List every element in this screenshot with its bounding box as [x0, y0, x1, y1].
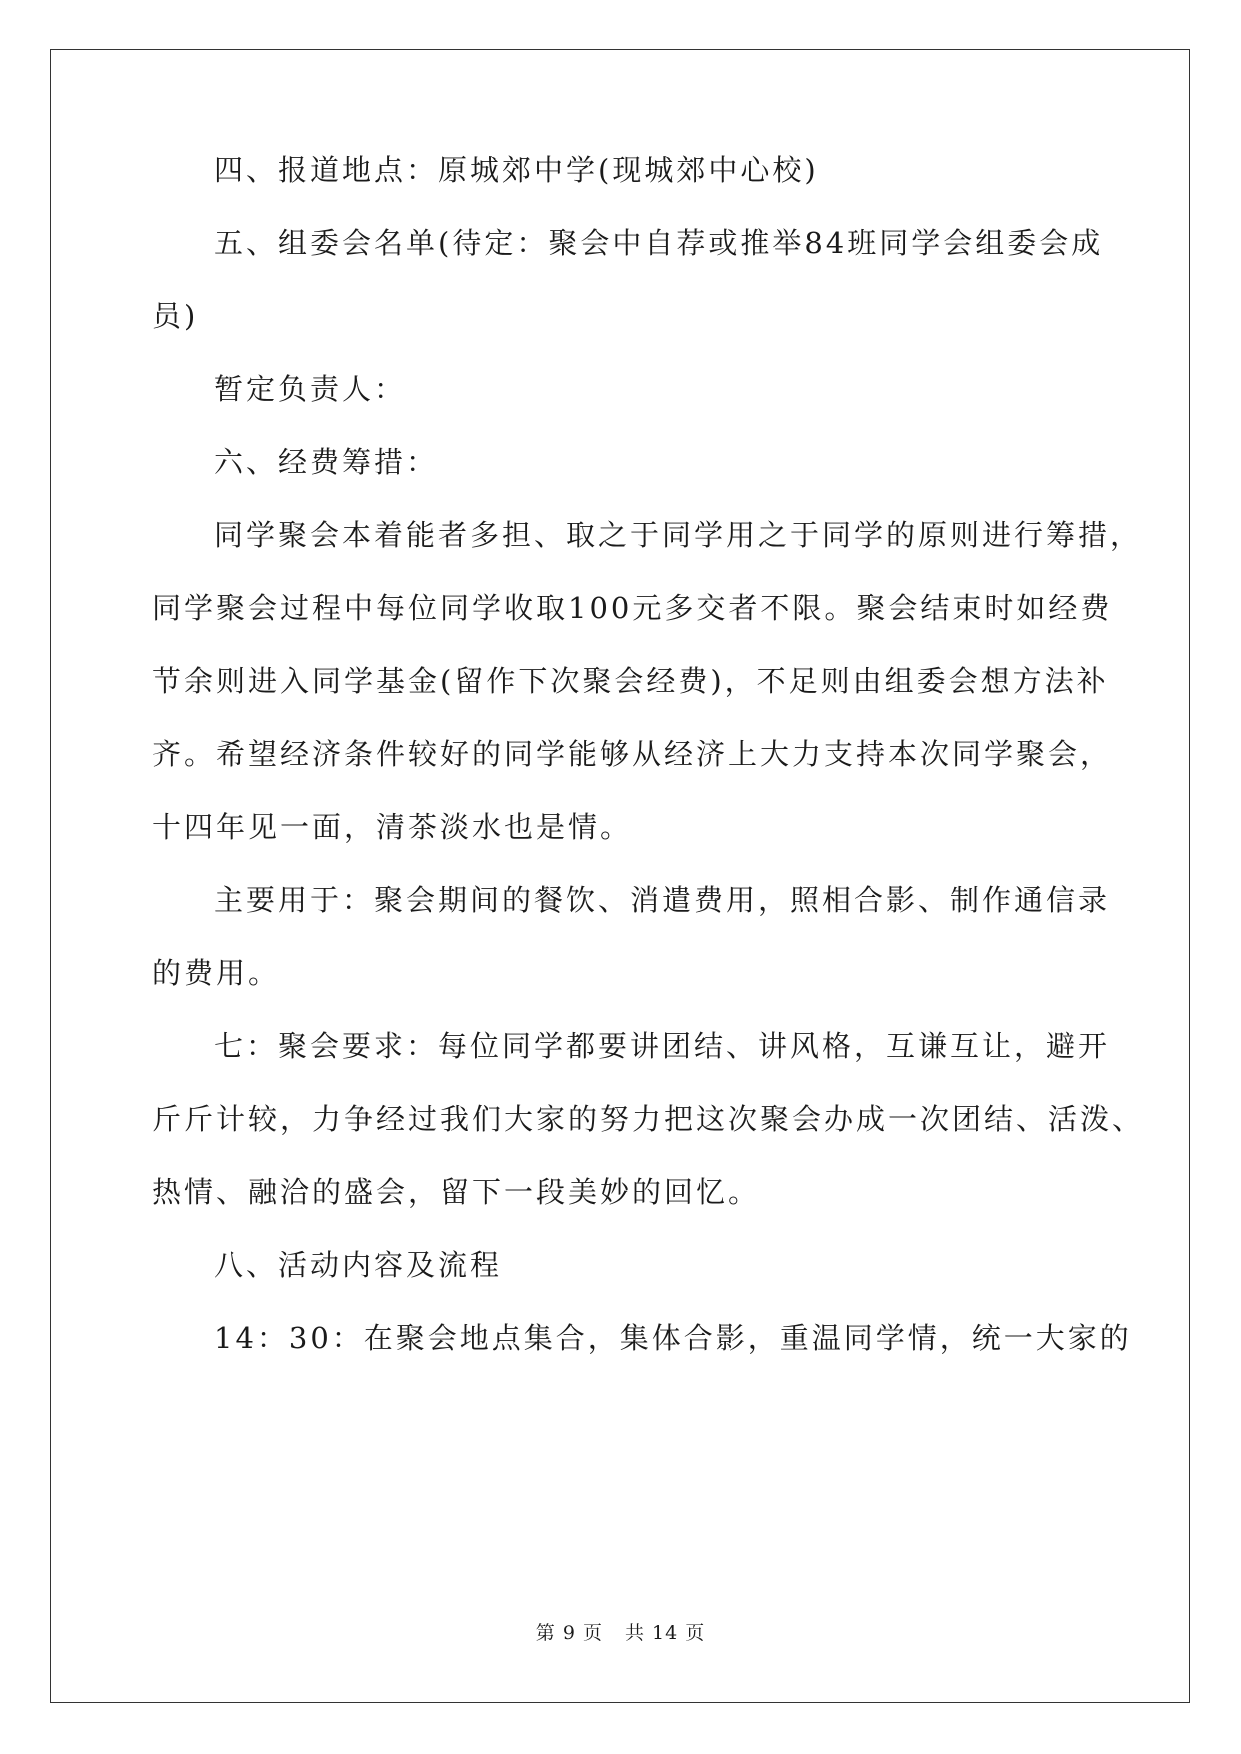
paragraph-line: 齐。希望经济条件较好的同学能够从经济上大力支持本次同学聚会， — [152, 737, 1113, 771]
paragraph-line: 同学聚会本着能者多担、取之于同学用之于同学的原则进行筹措， — [214, 518, 1143, 552]
paragraph-line: 热情、融洽的盛会，留下一段美妙的回忆。 — [152, 1175, 761, 1209]
paragraph-line: 同学聚会过程中每位同学收取100元多交者不限。聚会结束时如经费 — [152, 591, 1113, 625]
page-total: 共 14 页 — [624, 1622, 706, 1644]
paragraph-line: 14：30：在聚会地点集合，集体合影，重温同学情，统一大家的 — [214, 1321, 1132, 1355]
paragraph-line: 七：聚会要求：每位同学都要讲团结、讲风格，互谦互让，避开 — [214, 1029, 1111, 1063]
page-border — [50, 49, 1190, 1703]
paragraph-line: 六、经费筹措： — [214, 445, 439, 479]
paragraph-line: 五、组委会名单(待定：聚会中自荐或推举84班同学会组委会成 — [214, 226, 1104, 260]
paragraph-line: 暂定负责人： — [214, 372, 407, 406]
paragraph-line: 主要用于：聚会期间的餐饮、消遣费用，照相合影、制作通信录 — [214, 883, 1111, 917]
paragraph-line: 员) — [152, 299, 199, 333]
page-footer — [0, 1618, 1241, 1645]
page-number: 第 9 页 — [535, 1622, 603, 1644]
paragraph-line: 节余则进入同学基金(留作下次聚会经费)，不足则由组委会想方法补 — [152, 664, 1109, 698]
paragraph-line: 的费用。 — [152, 956, 281, 990]
paragraph-line: 斤斤计较，力争经过我们大家的努力把这次聚会办成一次团结、活泼、 — [152, 1102, 1145, 1136]
paragraph-line: 四、报道地点：原城郊中学(现城郊中心校) — [214, 153, 819, 187]
paragraph-line: 十四年见一面，清茶淡水也是情。 — [152, 810, 633, 844]
paragraph-line: 八、活动内容及流程 — [214, 1248, 503, 1282]
